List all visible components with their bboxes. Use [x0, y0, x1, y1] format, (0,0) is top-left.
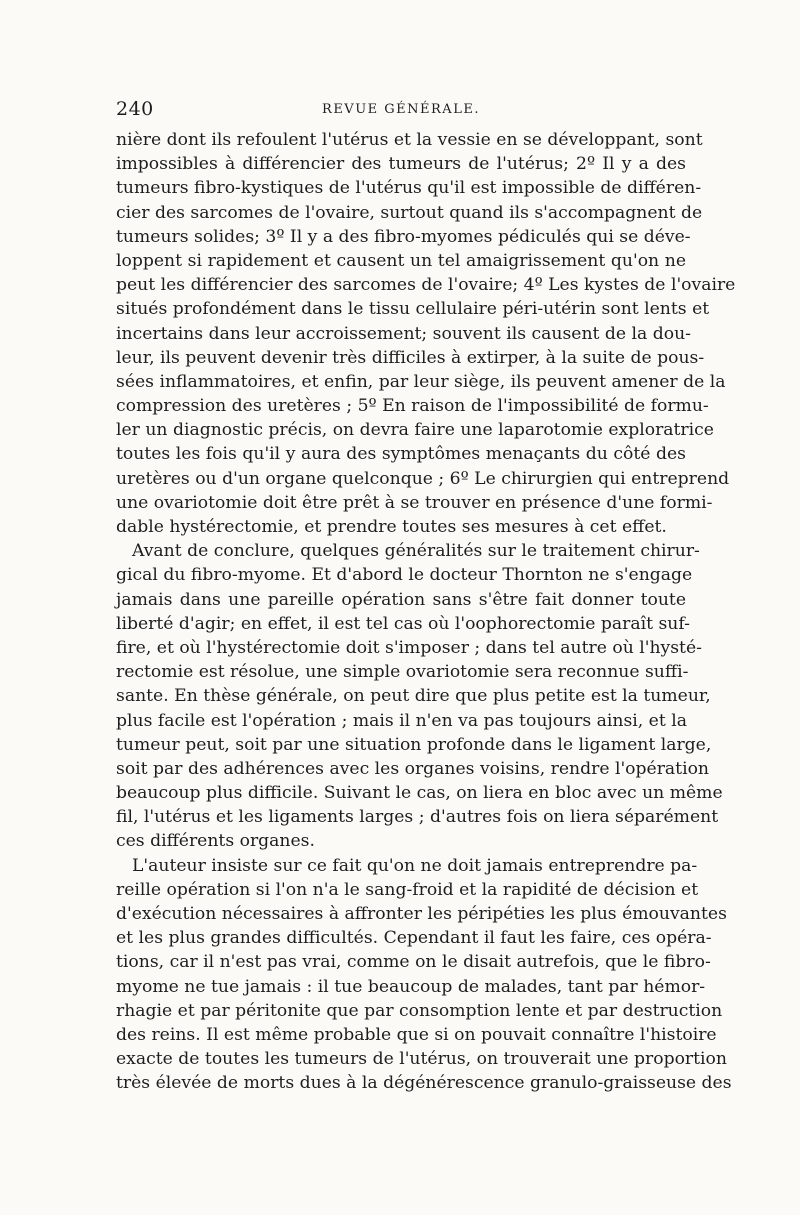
text-line: beaucoup plus difficile. Suivant le cas, on liera en bloc avec un même [116, 783, 723, 804]
text-line: et les plus grandes difficultés. Cependant il faut les faire, ces opéra- [116, 928, 712, 949]
text-line: tumeur peut, soit par une situation profonde dans le ligament large, [116, 734, 712, 755]
text-line: gical du fibro-myome. Et d'abord le docteur Thornton ne s'engage [116, 565, 693, 586]
text-line: fil, l'utérus et les ligaments larges ; d'autres fois on liera séparément [116, 807, 719, 828]
text-line: toutes les fois qu'il y aura des symptômes menaçants du côté des [116, 444, 686, 465]
text-line: uretères ou d'un organe quelconque ; 6º Le chirurgien qui entreprend [116, 468, 730, 489]
text-line: soit par des adhérences avec les organes voisins, rendre l'opération [116, 758, 709, 779]
text-line: sées inflammatoires, et enfin, par leur siège, ils peuvent amener de la [116, 371, 726, 392]
running-head: REVUE GÉNÉRALE. [322, 102, 480, 117]
text-line: très élevée de morts dues à la dégénérescence granulo-graisseuse des [116, 1073, 732, 1094]
text-line: ler un diagnostic précis, on devra faire une laparotomie exploratrice [116, 420, 714, 441]
body-text [116, 128, 736, 1096]
text-line: incertains dans leur accroissement; souvent ils causent de la dou- [116, 323, 691, 344]
text-line: myome ne tue jamais : il tue beaucoup de malades, tant par hémor- [116, 976, 706, 997]
text-line: L'auteur insiste sur ce fait qu'on ne doit jamais entreprendre pa- [132, 855, 698, 876]
page-number: 240 [116, 98, 154, 120]
text-line: impossibles à différencier des tumeurs de l'utérus; 2º Il y a des [116, 154, 686, 175]
text-line: tions, car il n'est pas vrai, comme on le disait autrefois, que le fibro- [116, 952, 711, 973]
text-line: reille opération si l'on n'a le sang-froid et la rapidité de décision et [116, 879, 699, 900]
page-header [116, 98, 686, 124]
text-line: nière dont ils refoulent l'utérus et la vessie en se développant, sont [116, 130, 703, 150]
text-line: loppent si rapidement et causent un tel amaigrissement qu'on ne [116, 250, 686, 271]
text-line: tumeurs solides; 3º Il y a des fibro-myomes pédiculés qui se déve- [116, 226, 691, 247]
text-line: des reins. Il est même probable que si on pouvait connaître l'histoire [116, 1024, 717, 1045]
text-line: jamais dans une pareille opération sans s'être fait donner toute [116, 589, 686, 610]
text-line: sante. En thèse générale, on peut dire que plus petite est la tumeur, [116, 686, 711, 707]
text-line: tumeurs fibro-kystiques de l'utérus qu'il est impossible de différen- [116, 178, 702, 199]
text-line: liberté d'agir; en effet, il est tel cas où l'oophorectomie paraît suf- [116, 613, 690, 634]
text-line: peut les différencier des sarcomes de l'ovaire; 4º Les kystes de l'ovaire [116, 275, 736, 296]
text-line: rectomie est résolue, une simple ovariotomie sera reconnue suffi- [116, 662, 689, 683]
text-line: situés profondément dans le tissu cellulaire péri-utérin sont lents et [116, 299, 710, 320]
text-line: rhagie et par péritonite que par consomption lente et par destruction [116, 1000, 723, 1021]
text-line: dable hystérectomie, et prendre toutes ses mesures à cet effet. [116, 517, 667, 537]
text-line: une ovariotomie doit être prêt à se trouver en présence d'une formi- [116, 492, 713, 513]
text-line: d'exécution nécessaires à affronter les péripéties les plus émouvantes [116, 904, 727, 924]
text-line: leur, ils peuvent devenir très difficiles à extirper, à la suite de pous- [116, 347, 705, 368]
text-line: compression des uretères ; 5º En raison de l'impossibilité de formu- [116, 396, 709, 417]
text-line: Avant de conclure, quelques généralités sur le traitement chirur- [132, 541, 700, 562]
text-line: exacte de toutes les tumeurs de l'utérus, on trouverait une proportion [116, 1049, 727, 1070]
text-line: cier des sarcomes de l'ovaire, surtout quand ils s'accompagnent de [116, 202, 703, 223]
text-line: plus facile est l'opération ; mais il n'en va pas toujours ainsi, et la [116, 710, 687, 731]
text-line: fire, et où l'hystérectomie doit s'imposer ; dans tel autre où l'hysté- [116, 637, 702, 658]
text-line: ces différents organes. [116, 831, 315, 852]
